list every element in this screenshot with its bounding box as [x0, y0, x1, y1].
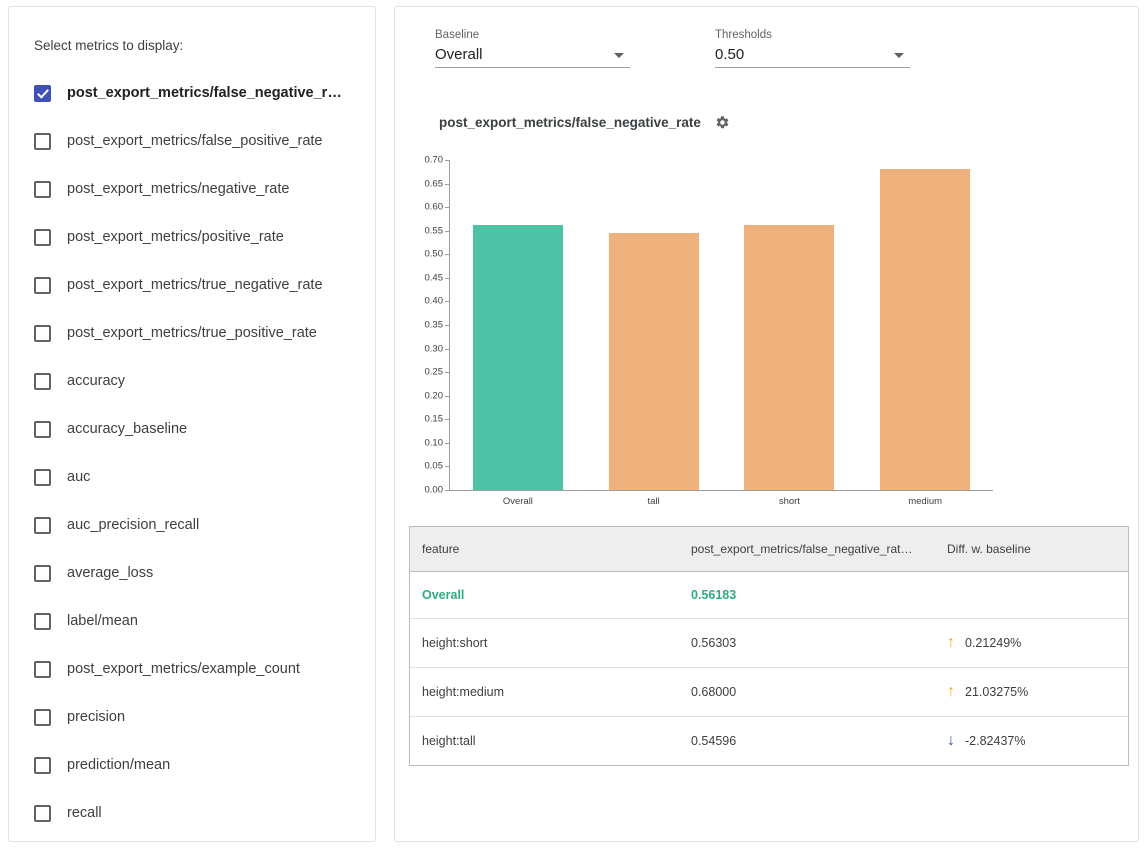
metrics-table-wrapper: [409, 526, 1129, 766]
gear-icon[interactable]: [715, 115, 730, 130]
metric-row[interactable]: [34, 357, 369, 405]
metrics-table: [410, 527, 1128, 765]
metric-checkbox[interactable]: [34, 709, 51, 726]
metric-label: recall: [67, 805, 102, 821]
metric-checkbox[interactable]: [34, 805, 51, 822]
metric-row[interactable]: [34, 789, 369, 837]
diff-value: -2.82437%: [965, 734, 1026, 748]
metric-label: precision: [67, 709, 126, 725]
y-tick-label: 0.40: [424, 295, 443, 307]
metric-checkbox[interactable]: [34, 565, 51, 582]
metric-row[interactable]: [34, 117, 369, 165]
cell-diff: [935, 668, 1128, 717]
y-tick-label: 0.05: [424, 460, 443, 472]
diff-value: 0.21249%: [965, 636, 1022, 650]
cell-metric-value: 0.54596: [691, 734, 737, 748]
y-tick-label: 0.15: [424, 413, 443, 425]
chart-header: [439, 115, 730, 130]
metric-label: post_export_metrics/false_positive_rate: [67, 133, 323, 149]
metric-checkbox[interactable]: [34, 277, 51, 294]
metric-row[interactable]: [34, 501, 369, 549]
metric-checkbox[interactable]: [34, 229, 51, 246]
metric-checkbox[interactable]: [34, 661, 51, 678]
thresholds-select[interactable]: [715, 29, 910, 68]
metric-label: post_export_metrics/true_positive_rate: [67, 325, 317, 341]
chevron-down-icon[interactable]: [894, 53, 904, 58]
metric-label: post_export_metrics/example_count: [67, 661, 300, 677]
control-bar: [435, 29, 910, 68]
y-tick-label: 0.30: [424, 343, 443, 355]
metric-label: auc_precision_recall: [67, 517, 200, 533]
metric-checkbox[interactable]: [34, 517, 51, 534]
y-tick-label: 0.60: [424, 201, 443, 213]
x-tick-label: medium: [908, 496, 943, 507]
metric-label: post_export_metrics/negative_rate: [67, 181, 290, 197]
metric-label: post_export_metrics/false_negative_r…: [67, 85, 342, 101]
metric-checkbox[interactable]: [34, 181, 51, 198]
metric-row[interactable]: [34, 165, 369, 213]
table-row[interactable]: [410, 572, 1128, 619]
cell-metric-value: 0.56303: [679, 619, 935, 668]
table-row[interactable]: [410, 668, 1128, 717]
y-axis-tick-labels: [409, 152, 443, 496]
cell-feature: height:short: [410, 619, 679, 668]
chart-bar[interactable]: [473, 225, 563, 490]
table-row[interactable]: [410, 717, 1128, 766]
metric-checkbox[interactable]: [34, 325, 51, 342]
x-tick-label: short: [778, 496, 800, 507]
metric-row[interactable]: [34, 309, 369, 357]
metric-row[interactable]: [34, 213, 369, 261]
metric-row[interactable]: [34, 645, 369, 693]
metric-checkbox[interactable]: [34, 757, 51, 774]
table-row[interactable]: [410, 619, 1128, 668]
baseline-value: Overall: [435, 46, 483, 63]
cell-feature: height:tall: [422, 734, 476, 748]
panel-title: Select metrics to display:: [34, 38, 184, 53]
x-axis-tick-labels: [450, 496, 993, 514]
metric-label: post_export_metrics/positive_rate: [67, 229, 284, 245]
y-tick-label: 0.35: [424, 319, 443, 331]
metric-checkbox[interactable]: [34, 373, 51, 390]
metric-checkbox[interactable]: [34, 133, 51, 150]
cell-feature: height:medium: [410, 668, 679, 717]
x-tick-label: tall: [647, 496, 660, 507]
metric-row[interactable]: [34, 69, 369, 117]
metric-checkbox[interactable]: [34, 613, 51, 630]
y-tick-label: 0.55: [424, 225, 443, 237]
metric-label: average_loss: [67, 565, 154, 581]
chart-bar[interactable]: [609, 233, 699, 490]
metrics-selection-panel: [8, 6, 376, 842]
cell-diff: [935, 619, 1128, 668]
y-tick-label: 0.65: [424, 178, 443, 190]
metric-row[interactable]: [34, 693, 369, 741]
chart-title: post_export_metrics/false_negative_rate: [439, 115, 701, 130]
arrow-up-icon: ↑: [947, 634, 955, 651]
metric-checkbox[interactable]: [34, 469, 51, 486]
metric-label: prediction/mean: [67, 757, 171, 773]
metric-checkbox-list: [34, 69, 369, 837]
metric-label: auc: [67, 469, 91, 485]
metric-row[interactable]: [34, 549, 369, 597]
metric-row[interactable]: [34, 261, 369, 309]
baseline-select[interactable]: [435, 29, 630, 68]
table-body: [410, 572, 1128, 766]
metric-label: label/mean: [67, 613, 138, 629]
bar-chart: [409, 152, 1029, 517]
column-header-diff[interactable]: Diff. w. baseline: [935, 527, 1128, 572]
baseline-label: Baseline: [435, 29, 480, 41]
metric-label: accuracy_baseline: [67, 421, 188, 437]
arrow-down-icon: ↓: [947, 732, 955, 749]
cell-diff: [935, 572, 1128, 619]
y-tick-label: 0.25: [424, 366, 443, 378]
metric-row[interactable]: [34, 453, 369, 501]
metric-checkbox[interactable]: [34, 421, 51, 438]
y-tick-label: 0.00: [424, 484, 443, 496]
cell-metric-value: 0.56183: [679, 572, 935, 619]
diff-value: 21.03275%: [965, 685, 1029, 699]
metric-row[interactable]: [34, 741, 369, 789]
arrow-up-icon: ↑: [947, 683, 955, 700]
cell-metric-value: 0.68000: [679, 668, 935, 717]
y-tick-label: 0.10: [424, 437, 443, 449]
chevron-down-icon[interactable]: [614, 53, 624, 58]
metrics-detail-panel: [394, 6, 1139, 842]
cell-diff: [935, 717, 1128, 766]
column-header-feature[interactable]: feature: [410, 527, 679, 572]
plot-area: [450, 160, 993, 490]
thresholds-value: 0.50: [715, 46, 745, 63]
x-axis-line: [449, 490, 993, 491]
chart-bar[interactable]: [744, 225, 834, 490]
chart-bar[interactable]: [880, 169, 970, 490]
y-tick-label: 0.70: [424, 154, 443, 166]
metric-label: post_export_metrics/true_negative_rate: [67, 277, 323, 293]
table-header-row: [410, 527, 1128, 572]
column-header-metric[interactable]: post_export_metrics/false_negative_rat…: [679, 527, 935, 572]
y-tick-label: 0.20: [424, 390, 443, 402]
y-tick-label: 0.50: [424, 248, 443, 260]
x-tick-label: Overall: [502, 496, 533, 507]
metric-checkbox[interactable]: [34, 85, 51, 102]
metric-label: accuracy: [67, 373, 126, 389]
metric-row[interactable]: [34, 597, 369, 645]
thresholds-label: Thresholds: [715, 29, 772, 41]
cell-feature: Overall: [410, 572, 679, 619]
metric-row[interactable]: [34, 405, 369, 453]
y-tick-label: 0.45: [424, 272, 443, 284]
